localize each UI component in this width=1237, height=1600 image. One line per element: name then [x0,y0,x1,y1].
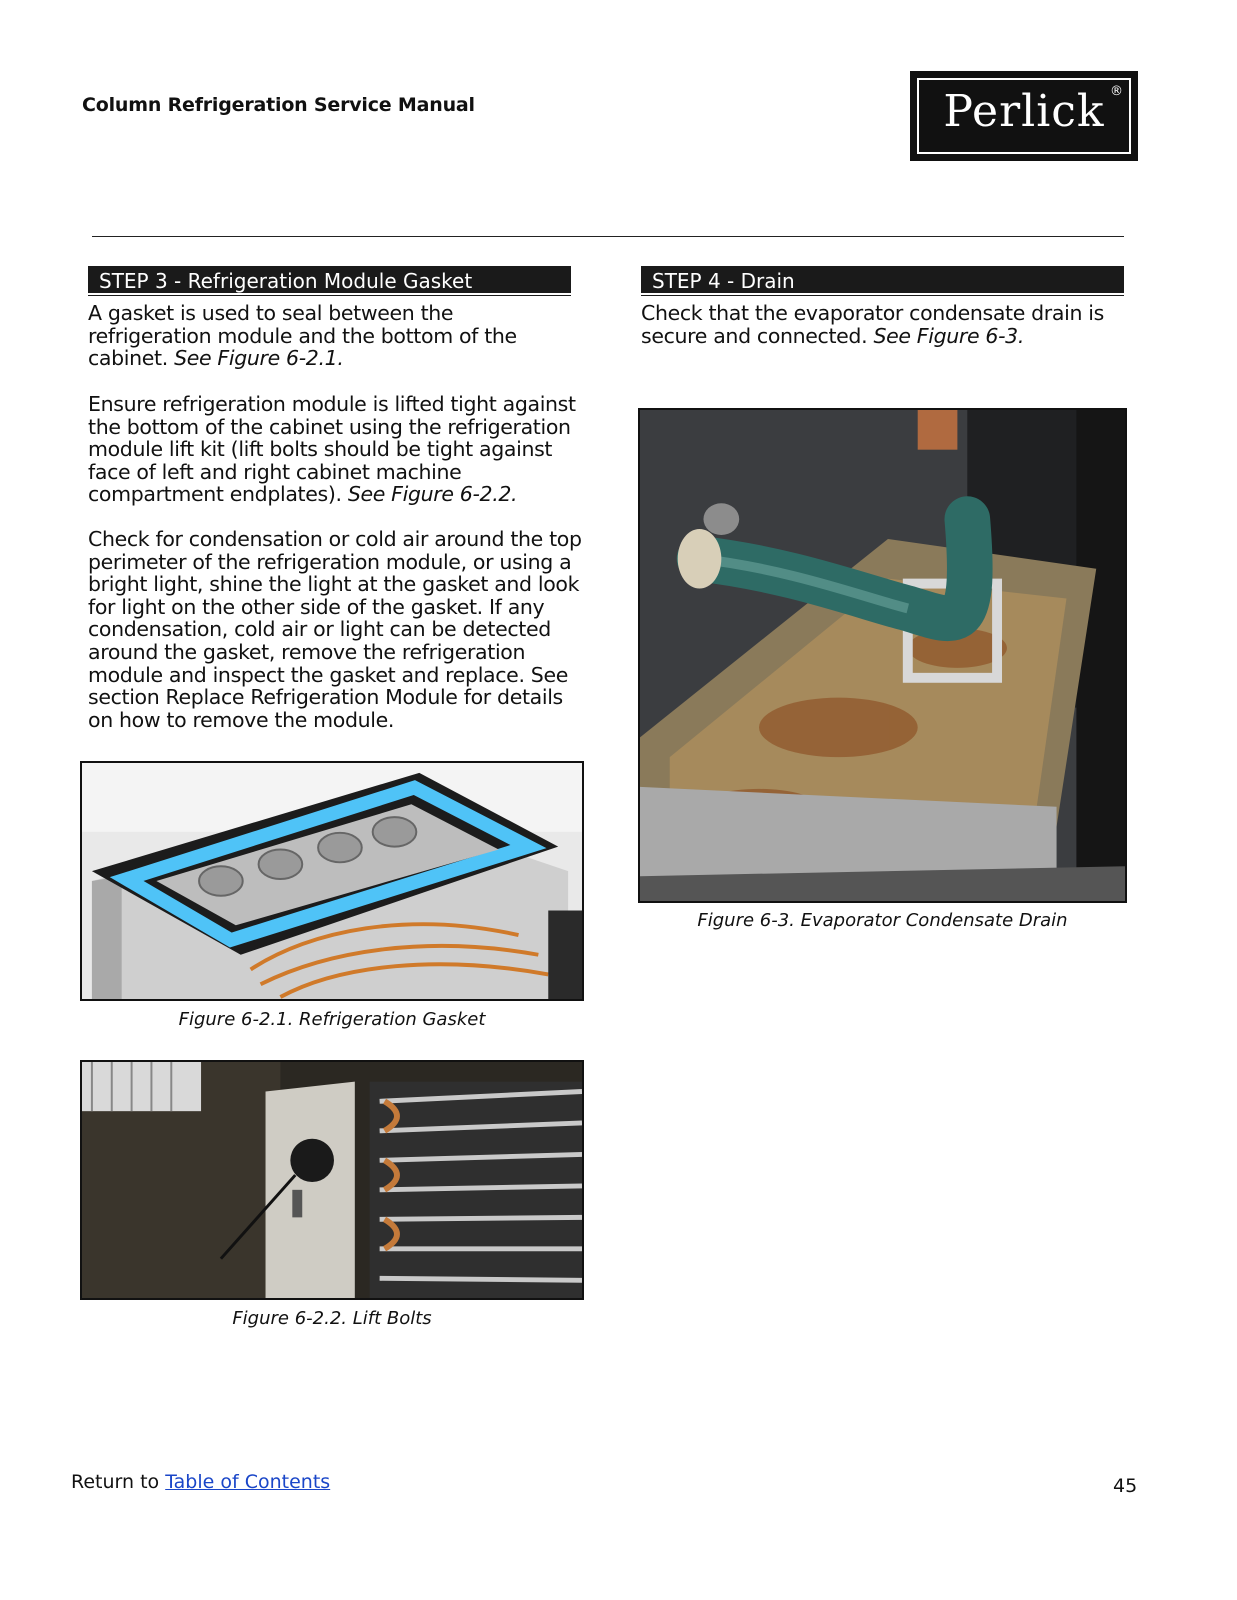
figure-reference: See Figure 6-3. [873,323,1024,348]
step-4-heading: STEP 4 - Drain [641,266,1124,295]
header-divider [92,236,1124,237]
logo-wordmark: Perlick [943,86,1105,137]
step-3-paragraph-1: A gasket is used to seal between the refrigeration module and the bottom of the cabinet. See Figure 6-2.1. [88,301,517,371]
figure-6-2-2-caption: Figure 6-2.2. Lift Bolts [232,1308,432,1329]
page-number: 45 [1113,1475,1138,1497]
perlick-logo [910,71,1138,161]
document-title: Column Refrigeration Service Manual [82,94,475,116]
table-of-contents-link[interactable]: Table of Contents [165,1471,331,1493]
footer-return: Return to Table of Contents [71,1471,331,1493]
refrigeration-gasket-image [80,761,584,1001]
lift-bolts-image [80,1060,584,1300]
registered-mark: ® [1110,84,1123,99]
figure-6-2-1-caption: Figure 6-2.1. Refrigeration Gasket [178,1009,486,1030]
step-3-paragraph-2: Ensure refrigeration module is lifted tight against the bottom of the cabinet using the refrigeration module lift kit (lift bolts should be tight against face of left and right cabinet machine compartment endplates). See Figure 6-2.2. [88,392,576,507]
evaporator-condensate-drain-image [638,408,1127,903]
figure-reference: See Figure 6-2.2. [347,482,518,507]
figure-6-3-caption: Figure 6-3. Evaporator Condensate Drain [697,910,1068,931]
step-3-paragraph-3: Check for condensation or cold air around the top perimeter of the refrigeration module, or using a bright light, shine the light at the gasket and look for light on the other side of the gasket. If any condensation, cold air or light can be detected around the gasket, remove the refrigeration module and inspect the gasket and replace. See section Replace Refrigeration Module for details on how to remove the module. [88,527,582,732]
step-4-paragraph-1: Check that the evaporator condensate drain is secure and connected. See Figure 6-3. [641,301,1104,348]
logo-frame [917,78,1131,154]
figure-reference: See Figure 6-2.1. [174,346,344,371]
step-3-heading: STEP 3 - Refrigeration Module Gasket [88,266,571,295]
